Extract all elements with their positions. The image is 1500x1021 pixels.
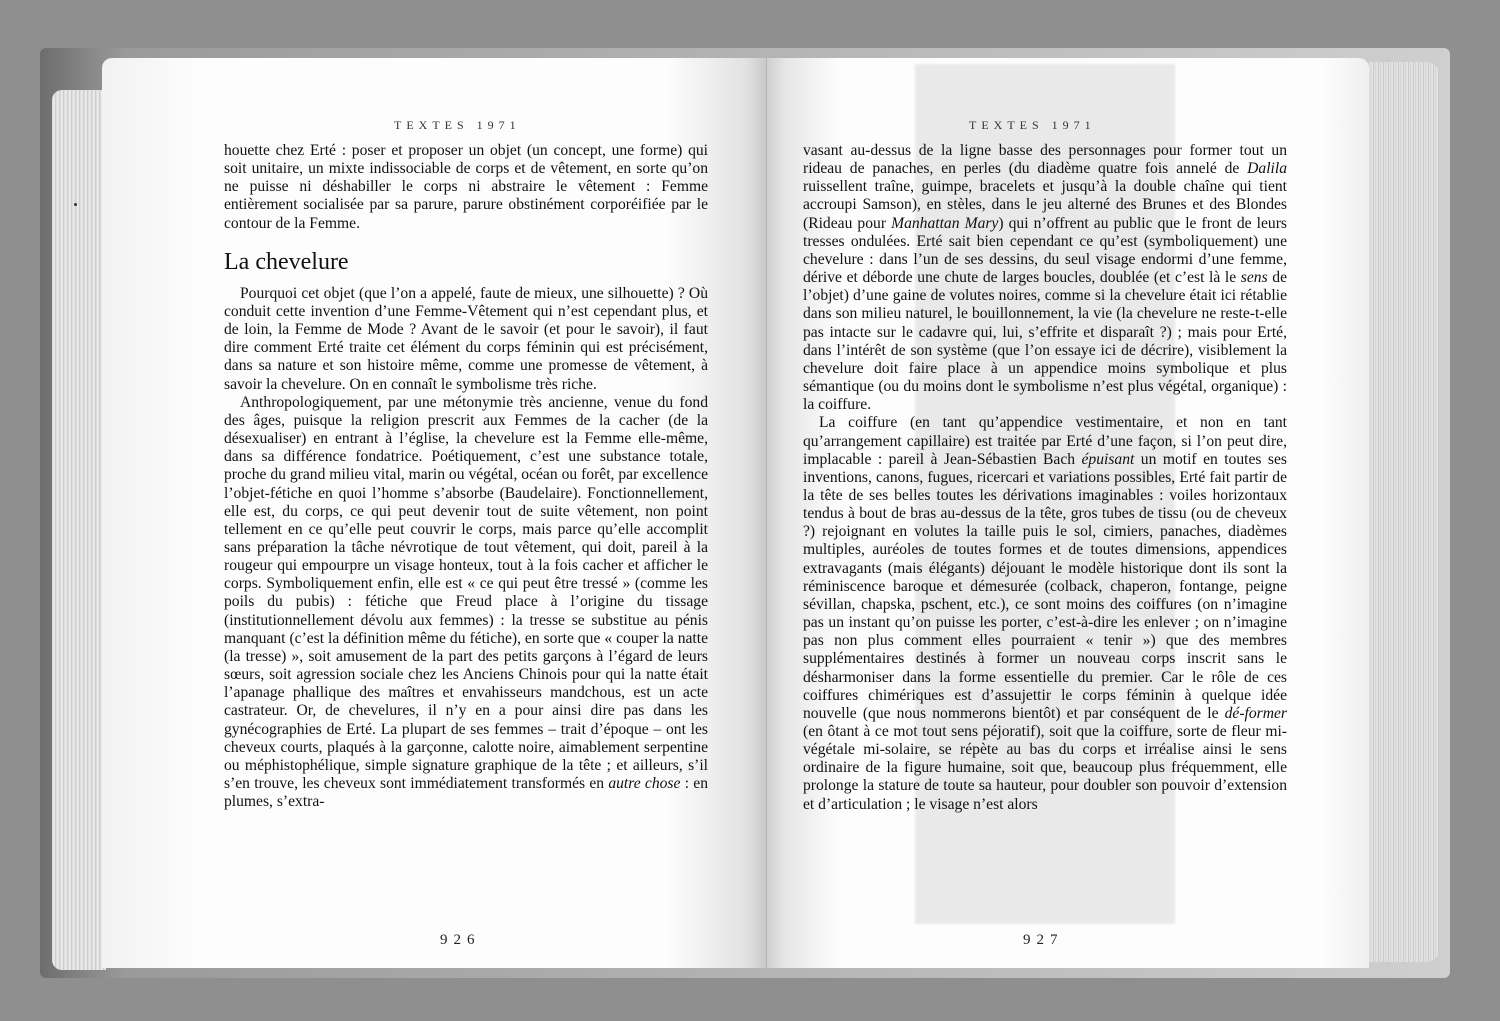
left-page [102, 58, 766, 968]
right-page-text [803, 142, 1287, 814]
left-page-edges [52, 90, 106, 970]
page-number: 927 [1023, 932, 1064, 948]
speck-mark [74, 203, 77, 206]
right-page-edges [1369, 62, 1439, 962]
page-number: 926 [440, 932, 481, 948]
paragraph: houette chez Erté : poser et proposer un objet (un concept, une forme) qui soit unitaire, un mixte indissociable de corps et de vêtement, en sorte qu’on ne puisse ni déshabiller le corps ni abstraire le vêtement : Femme entièrement socialisée par sa parure, parure obstinément corporéifiée par le contour de la Femme. [224, 142, 708, 232]
section-heading: La chevelure [224, 248, 349, 275]
paragraph: vasant au-dessus de la ligne basse des personnages pour former tout un rideau de panaches, en perles (du diadème quatre fois annelé de Dalila ruissellent traîne, guimpe, bracelets et jusqu’à la double chaîne qui tient accroupi Samson), en stèles, dans le jeu alterné des Brunes et des Blondes (Rideau pour Manhattan Mary) qui n’offrent au public que le front de leurs tresses ondulées. Erté sait bien cependant ce qu’est (symboliquement) une chevelure : dans l’un de ses dessins, du seul visage endormi d’une femme, dérive et déborde une chute de larges boucles, doublée (et c’est là le sens de l’objet) d’une gaine de volutes noires, comme si la chevelure était ici rétablie dans son milieu naturel, le bouillonnement, la vie (la chevelure ne reste-t-elle pas intacte sur le cadavre qui, lui, s’effrite et disparaît ?) ; mais pour Erté, dans l’intérêt de son système (que l’on essaye ici de décrire), visiblement la chevelure doit faire place à un appendice moins symbolique et plus sémantique (ou du moins dont le symbolisme n’est plus végétal, organique) : la coiffure. [803, 142, 1287, 414]
right-page [767, 58, 1369, 968]
paragraph: Pourquoi cet objet (que l’on a appelé, faute de mieux, une silhouette) ? Où conduit cette invention d’une Femme-Vêtement qui n’est cependant plus, et de loin, la Femme de Mode ? Avant de le savoir (et pour le savoir), il faut dire comment Erté traite cet élément du corps féminin qui est précisément, dans sa nature et son histoire même, comme une promesse de vêtement, à savoir la chevelure. On en connaît le symbolisme très riche. [224, 284, 708, 393]
paragraph: Anthropologiquement, par une métonymie très ancienne, venue du fond des âges, puisque la religion prescrit aux Femmes de la cacher (de la désexualiser) en entrant à l’église, la chevelure est la Femme elle-même, dans sa différence fondatrice. Poétiquement, c’est une substance totale, proche du grand milieu vital, marin ou végétal, océan ou forêt, par excellence l’objet-fétiche en quoi l’homme s’absorbe (Baudelaire). Fonctionnellement, elle est, du corps, ce qui peut devenir tout de suite vêtement, non point tellement en ce qu’elle peut couvrir le corps, mais parce qu’elle accomplit sans préparation la tâche névrotique de tout vêtement, qui doit, pareil à la rougeur qui empourpre un visage honteux, tout à la fois cacher et afficher le corps. Symboliquement enfin, elle est « ce qui peut être tressé » (comme les poils du pubis) : fétiche que Freud place à l’origine du tissage (institutionnellement dévolu aux femmes) : la tresse se substitue au pénis manquant (c’est la définition même du fétiche), en sorte que « couper la natte (la tresse) », soit amusement de la part des petits garçons à l’égard de leurs sœurs, soit agression sociale chez les Anciens Chinois pour qui la natte était l’apanage phallique des maîtres et envahisseurs mandchous, est un acte castrateur. Or, de chevelures, il n’y en a pour ainsi dire pas dans les gynécographies de Erté. La plupart de ses femmes – trait d’époque – ont les cheveux courts, plaqués à la garçonne, calotte noire, aimablement serpentine ou méphistophélique, simple signature graphique de la tête ; et ailleurs, s’il s’en trouve, les cheveux sont immédiatement transformés en autre chose : en plumes, s’extra- [224, 393, 708, 811]
left-page-text [224, 142, 708, 811]
running-head: TEXTES 1971 [394, 118, 521, 132]
running-head: TEXTES 1971 [969, 118, 1096, 132]
paragraph: La coiffure (en tant qu’appendice vestimentaire, et non en tant qu’arrangement capillaire) est traitée par Erté d’une façon, si l’on peut dire, implacable : pareil à Jean-Sébastien Bach épuisant un motif en toutes ses inventions, canons, fugues, ricercari et variations possibles, Erté fait partir de la tête de ses belles toutes les dérivations imaginables : voiles horizontaux tendus à bout de bras au-dessus de la tête, gros tubes de tissu (ou de cheveux ?) rejoignant en volutes la taille puis le sol, cimiers, panaches, diadèmes multiples, auréoles de toutes formes et de toutes dimensions, appendices extravagants (mais élégants) déjouant le modèle historique dont ils sont la réminiscence baroque et démesurée (colback, chaperon, fontange, peigne sévillan, chapska, pschent, etc.), ce sont moins des coiffures (on n’imagine pas un instant qu’on puisse les porter, c’est-à-dire les enlever ; on n’imagine pas non plus comment elles pourraient « tenir ») que des membres supplémentaires destinés à former un nouveau corps inscrit sans le désharmoniser dans la forme essentielle du premier. Car le rôle de ces coiffures chimériques est d’assujettir le corps féminin à quelque idée nouvelle (que nous nommerons bientôt) et par conséquent de le dé-former (en ôtant à ce mot tout sens péjoratif), soit que la coiffure, sorte de fleur mi-végétale mi-solaire, se répète au bas du corps et irréalise ainsi le sens ordinaire de la figure humaine, soit que, beaucoup plus fréquemment, elle prolonge la stature de toute sa hauteur, pour doubler son pouvoir d’extension et d’articulation ; le visage n’est alors [803, 414, 1287, 813]
